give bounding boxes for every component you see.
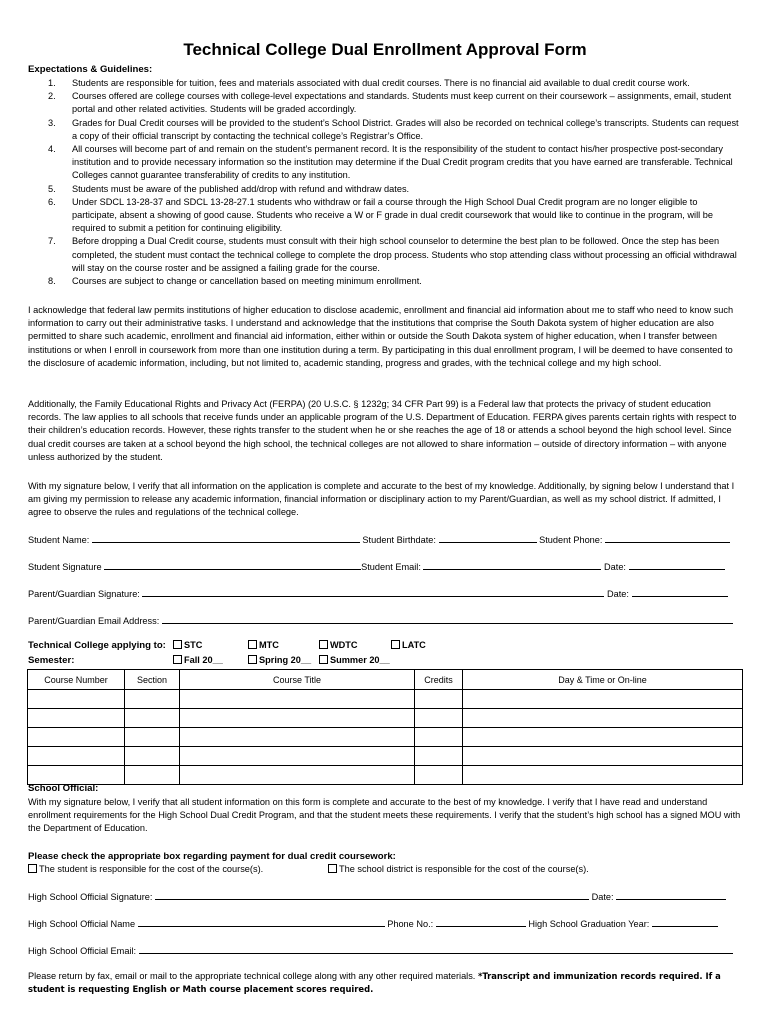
list-item: 7. Before dropping a Dual Credit course, students must consult with their high school counselor to determine the best plan to be followed. Once the step has been completed, the student must contact the technical college to complete the drop process. Students who stop attending class without processing an official withdrawal will stay on the course roster and be assigned a failing grade for the course. [48, 236, 737, 273]
course-table [27, 669, 743, 785]
parent-signature-label: Parent/Guardian Signature: [28, 589, 140, 599]
checkbox-icon[interactable] [319, 655, 328, 664]
semester-option-fall[interactable]: Fall 20__ [173, 655, 223, 665]
col-day-time: Day & Time or On-line [463, 670, 743, 690]
list-item: 4. All courses will become part of and remain on the student’s permanent record. It is the responsibility of the student to contact his/her prospective post-secondary institution and to provide necessary information so the institution may determine if the Dual Credit program credits that you have earned are transferable. Technical Colleges cannot guarantee transferability of credits to any institution. [48, 144, 733, 181]
acknowledge-paragraph: I acknowledge that federal law permits institutions of higher education to disclose academic, enrollment and financial aid information about me to staff who need to know such information to carry out their administrative tasks. I understand and acknowledge that the institutions that comprise the South Dakota system of higher education are also permitted to share such academic, enrollment and financial aid information, either within or outside the South Dakota system of higher education, when I transfer between institutions or when I enroll in coursework from more than one institution during a term. By participating in this dual enrollment program, I will be deemed to have consented to the disclosure of academic information, including, but not limited to, academic standing, progress and grades, with the technical college and my high school. [28, 305, 734, 368]
college-option-latc[interactable]: LATC [391, 640, 426, 650]
college-option-stc[interactable]: STC [173, 640, 202, 650]
student-date-field[interactable] [629, 560, 725, 570]
official-signature-label: High School Official Signature: [28, 892, 153, 902]
footer-text: Please return by fax, email or mail to the appropriate technical college along with any other required materials. [28, 971, 476, 981]
parent-date-label: Date: [606, 589, 629, 599]
form-title: Technical College Dual Enrollment Approval Form [183, 40, 587, 59]
signature-statement: With my signature below, I verify that all information on the application is complete and accurate to the best of my knowledge. Additionally, by signing below I understand that I am giving my permission to release any academic information, financial information or disciplinary action to my Parent/Guardian, as well as my school district. If admitted, I agree to observe the rules and regulations of the technical college. [28, 481, 735, 518]
student-birthdate-field[interactable] [439, 533, 537, 543]
list-item: 2. Courses offered are college courses with college-level expectations and standards. Students must keep current on their coursework – assignments, email, student portal and other related activities. Students will be graded accordingly. [48, 91, 732, 115]
table-cell[interactable] [415, 766, 463, 785]
checkbox-icon[interactable] [173, 640, 182, 649]
table-cell[interactable] [463, 709, 743, 728]
table-cell[interactable] [28, 747, 125, 766]
semester-label: Semester: [28, 655, 75, 666]
table-cell[interactable] [28, 690, 125, 709]
table-cell[interactable] [463, 766, 743, 785]
list-item: 6. Under SDCL 13-28-37 and SDCL 13-28-27.1 students who withdraw or fail a course through the High School Dual Credit program are no longer eligible to participate, absent a showing of good cause. Students who receive a W or F grade in dual credit coursework that would like to continue in the program, will be required to submit a petition for continuing eligibility. [48, 196, 713, 234]
parent-date-field[interactable] [632, 587, 728, 597]
official-signature-row [28, 890, 726, 902]
grad-year-field[interactable] [652, 917, 718, 927]
student-phone-label: Student Phone: [539, 535, 603, 545]
col-course-title: Course Title [180, 670, 415, 690]
semester-option-spring[interactable]: Spring 20__ [248, 655, 311, 665]
checkbox-icon[interactable] [328, 864, 337, 873]
parent-signature-row [28, 587, 728, 599]
table-cell[interactable] [125, 766, 180, 785]
table-cell[interactable] [180, 728, 415, 747]
student-signature-row [28, 560, 725, 572]
table-row [28, 747, 743, 766]
student-name-label: Student Name: [28, 535, 90, 545]
table-cell[interactable] [125, 709, 180, 728]
parent-email-row [28, 614, 733, 626]
official-email-label: High School Official Email: [28, 946, 137, 956]
col-course-number: Course Number [28, 670, 125, 690]
table-row [28, 728, 743, 747]
college-option-wdtc[interactable]: WDTC [319, 640, 358, 650]
footer-requirement: *Transcript and immunization records required. If a student is requesting English or Math course placement scores required. [28, 971, 721, 994]
checkbox-icon[interactable] [319, 640, 328, 649]
official-date-label: Date: [591, 892, 614, 902]
official-date-field[interactable] [616, 890, 726, 900]
table-row [28, 690, 743, 709]
table-cell[interactable] [415, 709, 463, 728]
official-phone-field[interactable] [436, 917, 526, 927]
student-name-field[interactable] [92, 533, 360, 543]
official-email-row [28, 944, 733, 956]
table-cell[interactable] [180, 709, 415, 728]
student-phone-field[interactable] [605, 533, 730, 543]
list-item: 8. Courses are subject to change or cancellation based on meeting minimum enrollment. [48, 276, 422, 287]
list-item: 3. Grades for Dual Credit courses will be provided to the student’s School District. Grades will also be recorded on technical college’s transcripts. Students can request a copy of their official transcript by contacting the technical college’s Registrar’s Office. [48, 117, 739, 141]
table-cell[interactable] [180, 747, 415, 766]
checkbox-icon[interactable] [391, 640, 400, 649]
student-email-field[interactable] [423, 560, 601, 570]
table-cell[interactable] [28, 728, 125, 747]
parent-email-field[interactable] [162, 614, 733, 624]
student-info-row [28, 533, 730, 545]
col-credits: Credits [415, 670, 463, 690]
official-name-field[interactable] [138, 917, 385, 927]
student-birthdate-label: Student Birthdate: [362, 535, 436, 545]
table-header-row [28, 670, 743, 690]
checkbox-icon[interactable] [248, 640, 257, 649]
student-signature-label: Student Signature [28, 562, 102, 572]
checkbox-icon[interactable] [248, 655, 257, 664]
table-cell[interactable] [180, 690, 415, 709]
official-name-label: High School Official Name [28, 919, 136, 929]
expectations-heading: Expectations & Guidelines: [28, 64, 153, 75]
table-cell[interactable] [463, 690, 743, 709]
official-signature-field[interactable] [155, 890, 589, 900]
table-cell[interactable] [415, 747, 463, 766]
table-cell[interactable] [180, 766, 415, 785]
student-signature-field[interactable] [104, 560, 361, 570]
table-cell[interactable] [28, 766, 125, 785]
official-name-row [28, 917, 718, 929]
table-cell[interactable] [125, 747, 180, 766]
grad-year-label: High School Graduation Year: [528, 919, 650, 929]
student-date-label: Date: [604, 562, 626, 572]
table-cell[interactable] [125, 728, 180, 747]
official-email-field[interactable] [139, 944, 733, 954]
table-row [28, 709, 743, 728]
table-cell[interactable] [463, 728, 743, 747]
semester-option-summer[interactable]: Summer 20__ [319, 655, 390, 665]
checkbox-icon[interactable] [173, 655, 182, 664]
table-row [28, 766, 743, 785]
parent-signature-field[interactable] [142, 587, 604, 597]
list-item: 1. Students are responsible for tuition, fees and materials associated with dual credit courses. There is no financial aid available to dual credit course work. [48, 78, 690, 88]
school-official-paragraph: With my signature below, I verify that all student information on this form is complete and accurate to the best of my knowledge. I verify that I have read and understand enrollment requirements for the High School Dual Credit Program, and that the student meets these requirements. I verify that the student’s high school has a signed MOU with the Department of Education. [28, 797, 741, 834]
table-cell[interactable] [463, 747, 743, 766]
official-phone-label: Phone No.: [387, 919, 434, 929]
list-item: 5. Students must be aware of the published add/drop with refund and withdraw dates. [48, 183, 410, 194]
col-section: Section [125, 670, 180, 690]
college-option-mtc[interactable]: MTC [248, 640, 279, 650]
student-email-label: Student Email: [361, 562, 421, 572]
table-cell[interactable] [125, 690, 180, 709]
footer-note [28, 970, 744, 995]
expectations-list [28, 77, 742, 288]
school-official-heading: School Official: [28, 783, 99, 794]
table-cell[interactable] [415, 728, 463, 747]
payment-heading: Please check the appropriate box regarding payment for dual credit coursework: [28, 851, 396, 862]
ferpa-paragraph: Additionally, the Family Educational Rights and Privacy Act (FERPA) (20 U.S.C. § 1232g; 34 CFR Part 99) is a Federal law that protects the privacy of student education records. The law applies to all schools that receive funds under an applicable program of the U.S. Department of Education. FERPA gives parents certain rights with respect to their children’s education records. However, these rights transfer to the student when he or she reaches the age of 18 or attends a school beyond the high school level. Since dual credit courses are taken at a school beyond the high school, the technical colleges are not allowed to share information – outside of directory information – with anyone unless authorized by the student. [28, 399, 737, 462]
payment-option-student[interactable]: The student is responsible for the cost of the course(s). [28, 864, 263, 874]
table-cell[interactable] [28, 709, 125, 728]
checkbox-icon[interactable] [28, 864, 37, 873]
parent-email-label: Parent/Guardian Email Address: [28, 616, 160, 626]
college-label: Technical College applying to: [28, 640, 166, 651]
payment-option-district[interactable]: The school district is responsible for the cost of the course(s). [328, 864, 589, 874]
table-cell[interactable] [415, 690, 463, 709]
